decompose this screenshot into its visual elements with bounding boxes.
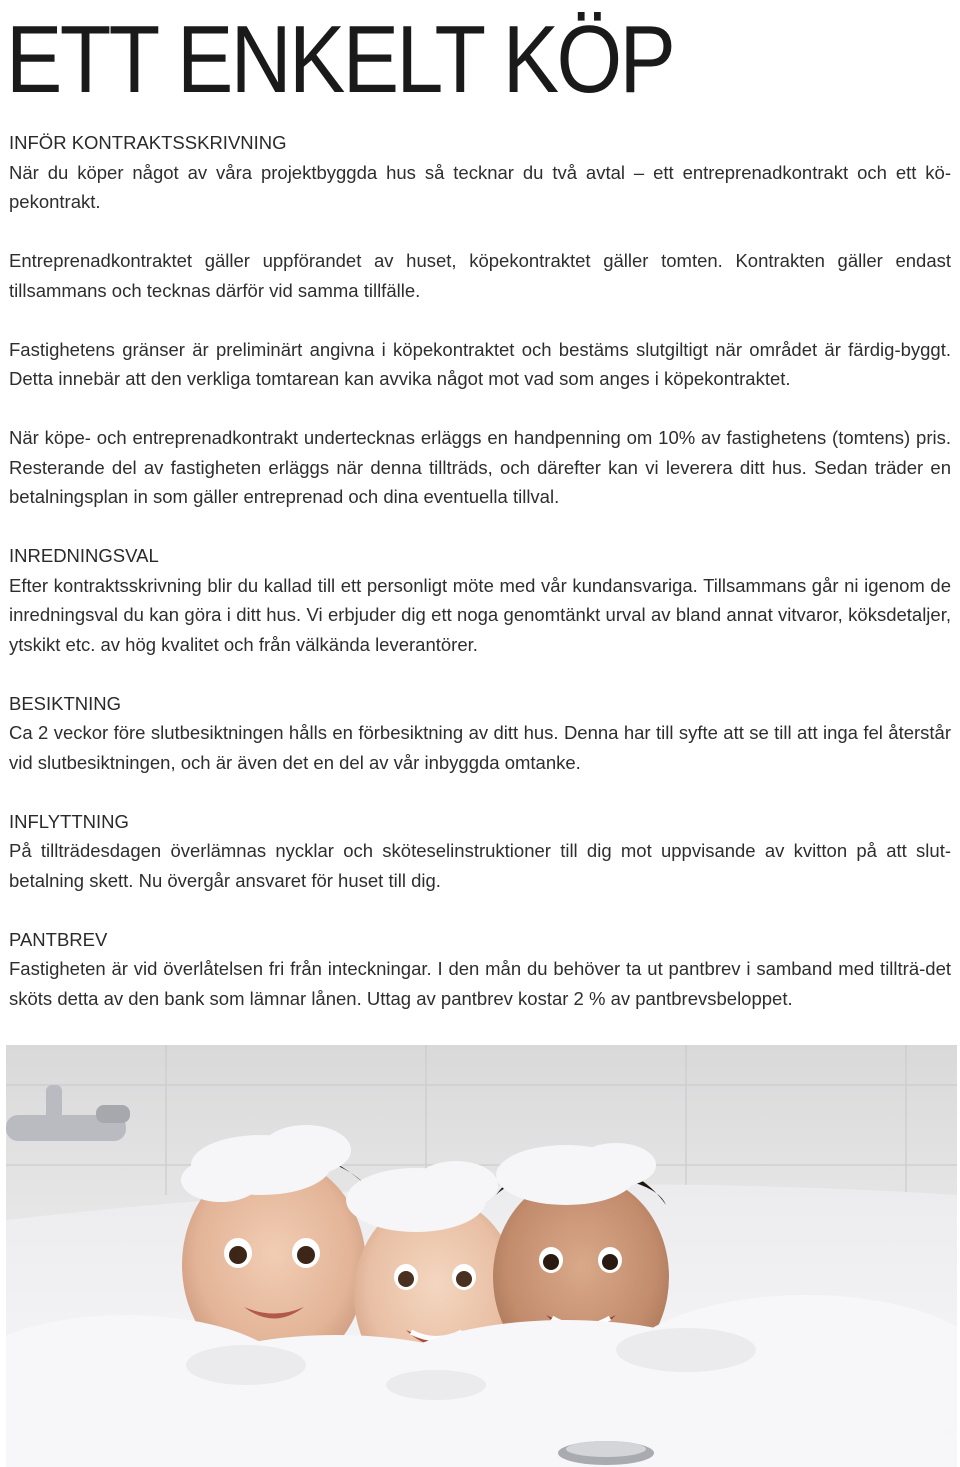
- paragraph: Ca 2 veckor före slutbesiktningen hålls en förbesiktning av ditt hus. Denna har till syfte att se till att inga fel återstår vid slutbesiktningen, och är även det en del av vår inbyggda omtanke.: [9, 722, 951, 773]
- faucet: [6, 1085, 130, 1141]
- drain-plug: [558, 1441, 654, 1465]
- section-besiktning: [9, 689, 951, 778]
- section-heading: PANTBREV: [9, 928, 108, 950]
- section-pantbrev: [9, 925, 951, 1014]
- section-heading: INFÖR KONTRAKTSSKRIVNING: [9, 132, 287, 153]
- section-inflyttning: [9, 807, 951, 896]
- paragraph: När köpe- och entreprenadkontrakt undertecknas erläggs en handpenning om 10% av fastighetens (tomtens) pris. Resterande del av fastigheten erläggs när denna tillträds, och därefter kan vi leverera ditt hus. Sedan träder en betalningsplan in som gäller entreprenad och dina eventuella tillval.: [9, 427, 951, 507]
- paragraph: Entreprenadkontraktet gäller uppförandet av huset, köpekontraktet gäller tomten. Kontrakten gäller endast tillsammans och tecknas därför vid samma tillfälle.: [9, 250, 951, 301]
- section-heading: BESIKTNING: [9, 692, 122, 714]
- paragraph: Fastighetens gränser är preliminärt angivna i köpekontraktet och bestäms slutgiltigt när området är färdig-byggt. Detta innebär att den verkliga tomtarean kan avvika något mot vad som anges i köpekontraktet.: [9, 338, 951, 389]
- section-heading: INFLYTTNING: [9, 810, 129, 832]
- section-heading: INREDNINGSVAL: [9, 545, 159, 566]
- section-inredningsval: [9, 541, 951, 659]
- page-title: ETT ENKELT KÖP: [6, 6, 674, 113]
- paragraph: Efter kontraktsskrivning blir du kallad till ett personligt möte med vår kundansvariga. Tillsammans går ni igenom de inredningsval du kan göra i ditt hus. Vi erbjuder dig ett noga genomtänkt urval av bland annat vitvaror, köksdetaljer, ytskikt etc. av hög kvalitet och från välkända leverantörer.: [9, 574, 951, 655]
- main-content: [9, 128, 951, 1013]
- photo-illustration: [6, 1045, 957, 1467]
- paragraph: På tillträdesdagen överlämnas nycklar och sköteselinstruktioner till dig mot uppvisande av kvitton på att slut-betalning skett. Nu övergår ansvaret för huset till dig.: [9, 840, 951, 891]
- section-infor-kontraktsskrivning: [9, 128, 951, 512]
- paragraph: När du köper något av våra projektbyggda hus så tecknar du två avtal – ett entreprenadkontrakt och ett kö-pekontrakt.: [9, 161, 951, 212]
- paragraph: Fastigheten är vid överlåtelsen fri från inteckningar. I den mån du behöver ta ut pantbrev i samband med tillträ-det sköts detta av den bank som lämnar lånen. Uttag av pantbrev kostar 2 % av pantbrevsbeloppet.: [9, 958, 951, 1009]
- bubble-bath-photo: [6, 1045, 957, 1467]
